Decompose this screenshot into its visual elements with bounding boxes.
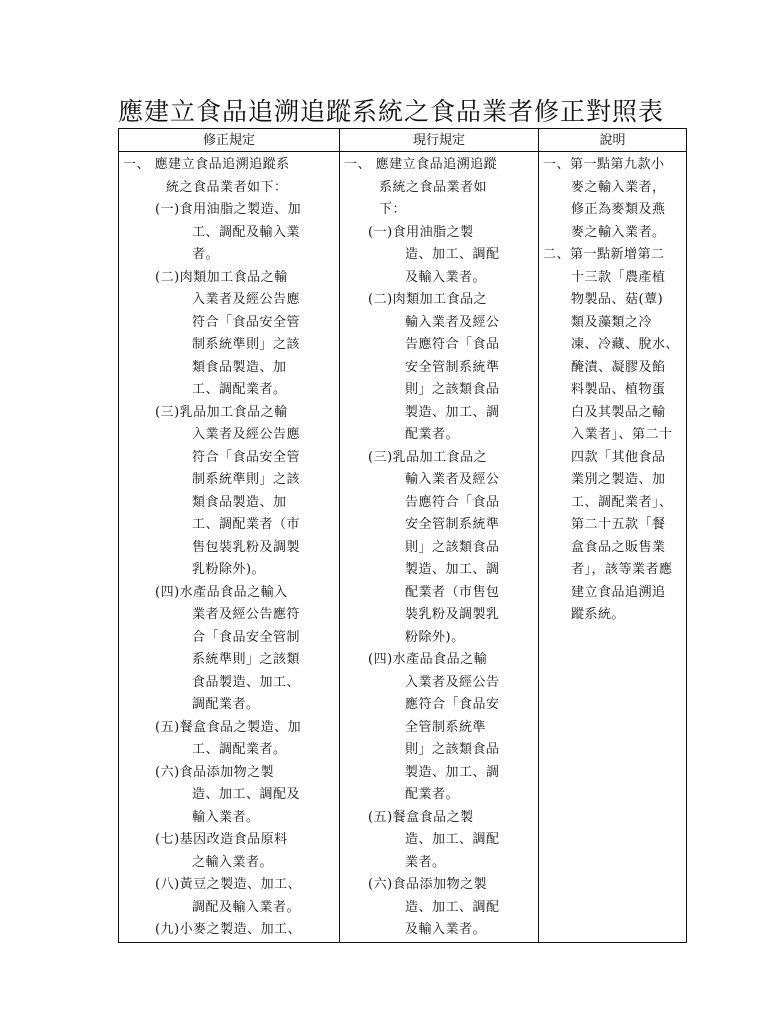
current-text-line: 製造、加工、調 (405, 764, 500, 780)
current-text-line: 則」之該類食品 (405, 539, 500, 555)
revised-text-line: 入業者及經公告應 (192, 292, 301, 307)
revised-text-line: 業者及經公告應符 (192, 607, 301, 622)
revised-text-line: (三)乳品加工食品之輸 (155, 404, 288, 420)
revised-text-line: 乳粉除外)。 (192, 562, 266, 577)
revised-text-line: 類食品製造、加 (192, 494, 287, 510)
explanation-text-line: 盒食品之販售業 (571, 539, 666, 555)
revised-text-line: (七)基因改造食品原料 (155, 832, 288, 847)
explanation-text-line: 入業者」、第二十 (571, 427, 673, 442)
current-text-line: 系統之食品業者如 (379, 179, 488, 195)
current-text-line: 製造、加工、調 (405, 562, 500, 577)
revised-text-line: 之輸入業者。 (192, 854, 274, 870)
revised-text-line: (二)肉類加工食品之輸 (155, 269, 288, 285)
current-text-line: 應符合「食品安 (405, 697, 500, 712)
current-text-line: 則」之該類食品 (405, 742, 500, 757)
explanation-text-line: 蹤系統。 (571, 607, 626, 622)
revised-text-line: (一)食用油脂之製造、加 (155, 202, 302, 217)
explanation-text-line: 第二十五款「餐 (571, 517, 666, 532)
explanation-text-line: 料製品、植物蛋 (571, 382, 666, 397)
current-text-line: 粉除外)。 (405, 629, 465, 645)
current-text-line: 造、加工、調配 (405, 832, 500, 847)
comparison-table (118, 128, 687, 943)
explanation-text-line: 者」，該等業者應 (571, 562, 673, 577)
current-text-line: (三)乳品加工食品之 (368, 449, 488, 465)
current-text-line: 及輸入業者。 (405, 922, 487, 937)
header-notes: 說明 (539, 129, 687, 152)
current-text-line: 輸入業者及經公 (405, 314, 500, 330)
current-text-line: 下： (379, 202, 407, 217)
current-text-line: 造、加工、調配 (405, 247, 500, 262)
header-revised: 修正規定 (119, 129, 340, 152)
revised-text-line: 入業者及經公告應 (192, 427, 301, 442)
revised-text-line: 輸入業者。 (192, 809, 260, 825)
explanation-text-line: 凍、冷藏、脫水、 (571, 337, 680, 352)
revised-text-line: 一、 應建立食品追溯追蹤系 (123, 157, 290, 172)
current-text-line: 配業者。 (405, 787, 460, 802)
current-text-line: 則」之該類食品 (405, 382, 500, 397)
explanation-text-line: 二、第一點新增第二 (543, 247, 665, 262)
revised-text-line: 工、調配及輸入業 (192, 224, 301, 240)
revised-text-line: 售包裝乳粉及調製 (192, 539, 301, 555)
explanation-text-line: 一、第一點第九款小 (543, 157, 665, 172)
revised-text-line: 符合「食品安全管 (192, 449, 301, 465)
explanation-text-line: 工、調配業者」、 (571, 494, 673, 510)
explanation-text-line: 類及藻類之冷 (571, 314, 653, 330)
current-text-line: (五)餐盒食品之製 (368, 809, 474, 825)
page-title: 應建立食品追溯追蹤系統之食品業者修正對照表 (118, 97, 665, 126)
revised-text-line: 者。 (192, 247, 220, 262)
revised-text-line: 合「食品安全管制 (192, 629, 301, 645)
current-text-line: 業者。 (405, 854, 446, 870)
current-text-line: 配業者。 (405, 427, 460, 442)
revised-text-line: 符合「食品安全管 (192, 314, 301, 330)
explanation-text-line: 麥之輸入業者。 (571, 224, 666, 240)
current-text-line: (六)食品添加物之製 (368, 877, 488, 892)
current-text-line: 輸入業者及經公 (405, 472, 500, 487)
revised-text-line: 調配業者。 (192, 697, 260, 712)
revised-text-line: 制系統準則」之該 (192, 337, 301, 352)
current-text-line: 配業者（市售包 (405, 584, 500, 600)
current-text-line: 及輸入業者。 (405, 269, 487, 285)
explanation-text-line: 醃漬、凝膠及餡 (571, 359, 666, 375)
explanation-text-line: 白及其製品之輸 (571, 404, 666, 420)
revised-text-line: (四)水產品食品之輸入 (155, 584, 288, 600)
current-text-line: (四)水產品食品之輸 (368, 652, 488, 667)
explanation-cell (539, 152, 687, 943)
revised-text-line: 造、加工、調配及 (192, 787, 301, 802)
current-text-line: 造、加工、調配 (405, 899, 500, 915)
explanation-text-line: 四款「其他食品 (571, 449, 666, 465)
table-header-row (119, 129, 687, 152)
current-text-line: 一、 應建立食品追溯追蹤 (344, 157, 498, 172)
revised-text-line: (五)餐盒食品之製造、加 (155, 719, 302, 735)
revised-text-line: 工、調配業者。 (192, 742, 287, 757)
revised-text-line: 類食品製造、加 (192, 359, 287, 375)
revised-text-line: 工、調配業者（市 (192, 517, 301, 532)
explanation-text-line: 十三款「農產植 (571, 269, 666, 285)
revised-text-line: 調配及輸入業者。 (192, 899, 301, 915)
explanation-text-line: 業別之製造、加 (571, 472, 666, 487)
revised-text-line: 工、調配業者。 (192, 382, 287, 397)
revised-text-line: (六)食品添加物之製 (155, 764, 275, 780)
explanation-text-line: 修正為麥類及燕 (571, 202, 666, 217)
revised-text-line: (九)小麥之製造、加工、 (155, 922, 302, 937)
revised-text-line: 系統準則」之該類 (192, 652, 301, 667)
revised-text-line: 統之食品業者如下： (166, 179, 288, 195)
current-text-line: 裝乳粉及調製乳 (405, 607, 500, 622)
table-row (119, 152, 687, 943)
current-text-line: 製造、加工、調 (405, 404, 500, 420)
revised-text-line: 食品製造、加工、 (192, 674, 301, 690)
header-current: 現行規定 (340, 129, 539, 152)
current-text-line: 安全管制系統準 (405, 359, 500, 375)
current-provisions-cell (340, 152, 539, 943)
explanation-text-line: 麥之輸入業者， (571, 179, 666, 195)
current-text-line: 告應符合「食品 (405, 494, 500, 510)
revised-text-line: (八)黃豆之製造、加工、 (155, 877, 302, 892)
revised-text-line: 制系統準則」之該 (192, 472, 301, 487)
explanation-text-line: 建立食品追溯追 (571, 584, 666, 600)
current-text-line: 全管制系統準 (405, 719, 487, 735)
current-text-line: (一)食用油脂之製 (368, 224, 474, 240)
explanation-text-line: 物製品、菇(蕈) (571, 292, 664, 307)
current-text-line: 入業者及經公告 (405, 674, 500, 690)
revised-provisions-cell (119, 152, 340, 943)
current-text-line: 告應符合「食品 (405, 337, 500, 352)
current-text-line: (二)肉類加工食品之 (368, 292, 488, 307)
current-text-line: 安全管制系統準 (405, 517, 500, 532)
